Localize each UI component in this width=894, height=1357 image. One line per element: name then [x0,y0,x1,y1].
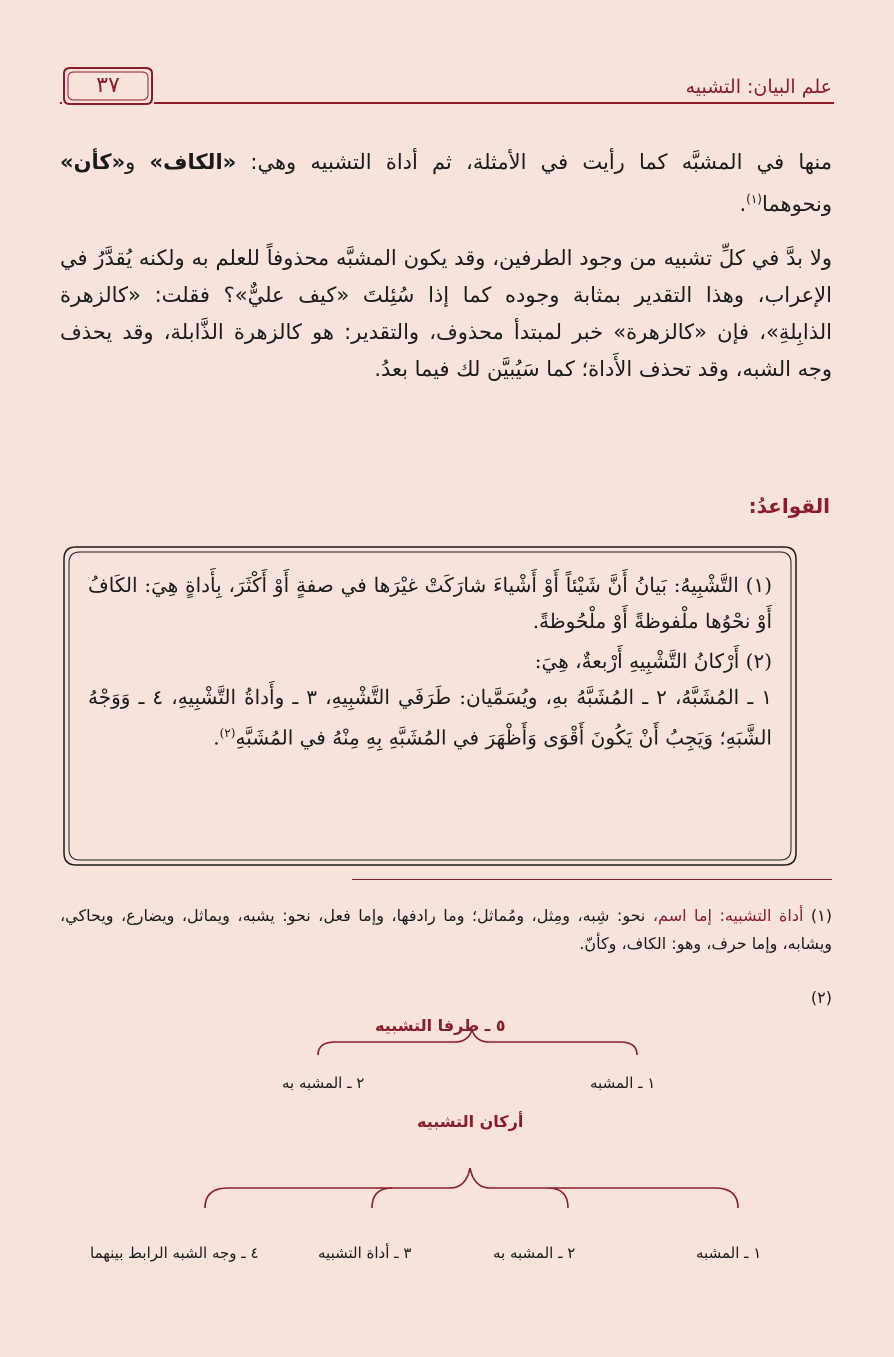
bottom-brace-left [205,1168,470,1208]
footnote-1-label: أداة التشبيه: إما اسم، [652,906,804,925]
diagram-top-right-label: ١ ـ المشبه [590,1074,656,1092]
rule-2-list-text: ١ ـ المُشَبَّهُ، ٢ ـ المُشَبَّهُ بهِ، ويُسَمَّيان: طَرَفَي التَّشْبِيهِ، ٣ ـ وأَداةُ التَّشْبِيهِ، ٤ ـ وَوَجْهُ الشَّبَهِ؛ وَيَجِبُ أَنْ يَكُونَ أَقْوَى وَأَظْهَرَ في المُشَبَّهِ بِهِ مِنْهُ في المُشَبَّهِ [88,685,772,750]
diagram-item-1: ١ ـ المشبه [696,1244,762,1262]
footnote-1-number: (١) [810,906,833,925]
p1-kaanna: «كأن» [60,150,126,174]
bottom-brace-inner-left [372,1188,392,1208]
bottom-brace-right [470,1168,738,1208]
footnote-ref-2[interactable]: (٢) [219,726,236,740]
diagram-item-2: ٢ ـ المشبه به [493,1244,576,1262]
diagram-top-left-label: ٢ ـ المشبه به [282,1074,365,1092]
bottom-brace-inner-right [548,1188,568,1208]
p1-text-a: منها في المشبَّه كما رأيت في الأمثلة، ثم أداة التشبيه وهي: [236,150,832,174]
p1-end: . [739,192,747,216]
page-number: ٣٧ [96,73,120,98]
p1-text-b: ونحوهما [761,192,832,216]
rules-heading: القواعدُ: [748,494,830,518]
p1-kaf: «الكاف» [149,150,237,174]
footnote-2-number: (٢) [810,988,832,1007]
rule-1: (١) التَّشْبِيهُ: بَيانُ أَنَّ شَيْئاً أَوْ أَشْياءَ شارَكَتْ غيْرَها في صفةٍ أَوْ أَكْثَرَ، بِأَداةٍ هِيَ: الكَافُ أَوْ نحْوُها ملْفوظةً أَوْ ملْحُوظةً. [88,573,772,633]
rule-2-end: . [213,725,220,750]
running-title: علم البيان: التشبيه [685,76,832,98]
diagram-top-title: ٥ ـ طرفا التشبيه [375,1016,506,1035]
diagram-item-4: ٤ ـ وجه الشبه الرابط بينهما [90,1244,259,1262]
diagram-item-3: ٣ ـ أداة التشبيه [318,1244,412,1262]
footnote-1-text: نحو: شِبه، ومِثل، ومُماثل؛ وما رادفها، وإما فعل، نحو: يشبه، ويماثل، ويضارع، ويحاكي، ويشابه، وإما حرف، وهو: الكاف، وكأنّ. [60,906,832,953]
rule-2: (٢) أَرْكانُ التَّشْبِيهِ أَرْبعةٌ، هِيَ: [534,649,772,673]
footnote-ref-1[interactable]: (١) [746,192,762,206]
p1-and: و [125,150,150,174]
diagram-bottom-title: أركان التشبيه [417,1112,524,1131]
paragraph-2: ولا بدَّ في كلِّ تشبيه من وجود الطرفين، وقد يكون المشبَّه محذوفاً للعلم به ولكنه يُقدَّرُ في الإعراب، وهذا التقدير بمثابة وجوده كما إذا سُئِلتَ «كيف عليٌّ»؟ فقلت: «كالزهرة الذابِلةِ»، فإن «كالزهرة» خبر لمبتدأ محذوف، والتقدير: هو كالزهرة الذَّابلة، وقد يحذف وجه الشبه، وقد تحذف الأَداة؛ كما سَيُبيَّن لك فيما بعدُ. [60,246,832,381]
